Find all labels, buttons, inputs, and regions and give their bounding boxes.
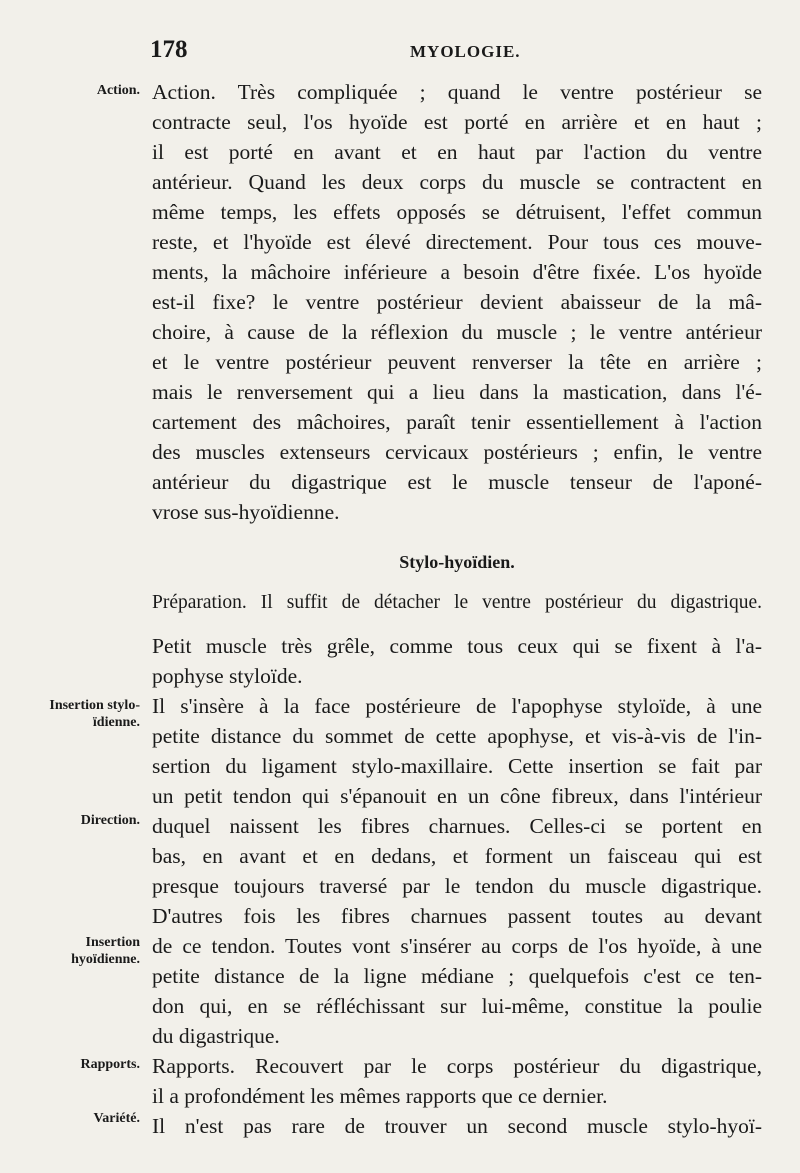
body-line: du digastrique. — [152, 1024, 280, 1048]
body-line: duquel naissent les fibres charnues. Celles-ci se portent en — [152, 814, 762, 838]
body-line: il est porté en avant et en haut par l'action du ventre — [152, 140, 762, 164]
body-line: petite distance de la ligne médiane ; quelquefois c'est ce ten- — [152, 964, 762, 988]
body-line: don qui, en se réfléchissant sur lui-même, constitue la poulie — [152, 994, 762, 1018]
body-line: bas, en avant et en dedans, et forment un faisceau qui est — [152, 844, 762, 868]
body-line: mais le renversement qui a lieu dans la mastication, dans l'é- — [152, 380, 762, 404]
page-header — [0, 36, 800, 66]
body-line: Rapports. Recouvert par le corps postérieur du digastrique, — [152, 1054, 762, 1078]
body-line: Petit muscle très grêle, comme tous ceux qui se fixent à l'a- — [152, 634, 762, 658]
margin-note-insertion-hyoidienne: Insertion hyoïdienne. — [71, 935, 140, 967]
body-line: Il n'est pas rare de trouver un second muscle stylo-hyoï- — [152, 1114, 762, 1138]
body-line: de ce tendon. Toutes vont s'insérer au corps de l'os hyoïde, à une — [152, 934, 762, 958]
body-line: des muscles extenseurs cervicaux postérieurs ; enfin, le ventre — [152, 440, 762, 464]
margin-note-action: Action. — [96, 83, 140, 98]
body-line: cartement des mâchoires, paraît tenir essentiellement à l'action — [152, 410, 762, 434]
margin-note-rapports: Rapports. — [80, 1057, 140, 1072]
margin-note-direction: Direction. — [80, 813, 140, 828]
page-number: 178 — [150, 36, 188, 63]
body-line: un petit tendon qui s'épanouit en un cône fibreux, dans l'intérieur — [152, 784, 762, 808]
body-line: il a profondément les mêmes rapports que ce dernier. — [152, 1084, 608, 1108]
body-line: antérieur du digastrique est le muscle tenseur de l'aponé- — [152, 470, 762, 494]
margin-note-variete: Variété. — [93, 1111, 140, 1126]
running-head: MYOLOGIE. — [410, 42, 521, 61]
margin-note-insertion-stylo: Insertion stylo- ïdienne. — [49, 698, 140, 730]
body-line: reste, et l'hyoïde est élevé directement. Pour tous ces mouve- — [152, 230, 762, 254]
body-line: sertion du ligament stylo-maxillaire. Cette insertion se fait par — [152, 754, 762, 778]
body-line: contracte seul, l'os hyoïde est porté en arrière et en haut ; — [152, 110, 762, 134]
body-line: Il s'insère à la face postérieure de l'apophyse styloïde, à une — [152, 694, 762, 718]
body-line: choire, à cause de la réflexion du muscle ; le ventre antérieur — [152, 320, 762, 344]
body-line: est-il fixe? le ventre postérieur devient abaisseur de la mâ- — [152, 290, 762, 314]
body-line: pophyse styloïde. — [152, 664, 303, 688]
body-line: et le ventre postérieur peuvent renverser la tête en arrière ; — [152, 350, 762, 374]
section-heading: Stylo-hyoïdien. — [399, 552, 515, 572]
body-line: antérieur. Quand les deux corps du muscle se contractent en — [152, 170, 762, 194]
body-line: petite distance du sommet de cette apophyse, et vis-à-vis de l'in- — [152, 724, 762, 748]
body-line: presque toujours traversé par le tendon du muscle digastrique. — [152, 874, 762, 898]
body-line: Action. Très compliquée ; quand le ventre postérieur se — [152, 80, 762, 104]
body-line: vrose sus-hyoïdienne. — [152, 500, 340, 524]
body-line: D'autres fois les fibres charnues passent toutes au devant — [152, 904, 762, 928]
body-line: Préparation. Il suffit de détacher le ventre postérieur du digastrique. — [152, 592, 762, 613]
body-line: même temps, les effets opposés se détruisent, l'effet commun — [152, 200, 762, 224]
body-line: ments, la mâchoire inférieure a besoin d'être fixée. L'os hyoïde — [152, 260, 762, 284]
